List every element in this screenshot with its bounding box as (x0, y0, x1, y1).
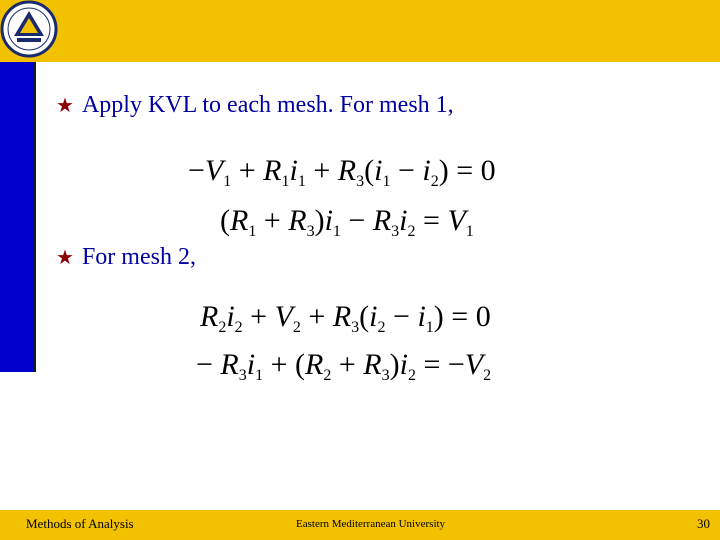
side-accent-bar (0, 62, 36, 372)
star-bullet-icon: ★ (56, 247, 74, 269)
bullet-text-mesh-2: For mesh 2, (81, 244, 196, 270)
equation-mesh-2-kvl: $R_2i_2 + V_2 + R_3(i_2 - i_1) = 0$ (200, 300, 491, 336)
page-number: 30 (697, 516, 710, 531)
university-seal-icon (0, 0, 58, 58)
footer-bar (0, 510, 720, 540)
header-bar (0, 0, 720, 62)
equation-mesh-1-kvl: $-V_1 + R_1i_1 + R_3(i_1 - i_2) = 0$ (188, 154, 496, 190)
bullet-mesh-1 (56, 92, 454, 119)
bullet-text-mesh-1: Apply KVL to each mesh. For mesh 1, (81, 92, 454, 118)
equation-mesh-1-simplified: $(R_1 + R_3)i_1 - R_3i_2 = V_1$ (220, 204, 474, 240)
footer-course-title: Methods of Analysis (26, 516, 134, 531)
footer-university: Eastern Mediterranean University (296, 518, 446, 530)
bullet-mesh-2 (56, 244, 196, 271)
equation-mesh-2-simplified: − $R_3i_1 + (R_2 + R_3)i_2 = -V_2$ (196, 348, 492, 384)
star-bullet-icon: ★ (56, 95, 74, 117)
